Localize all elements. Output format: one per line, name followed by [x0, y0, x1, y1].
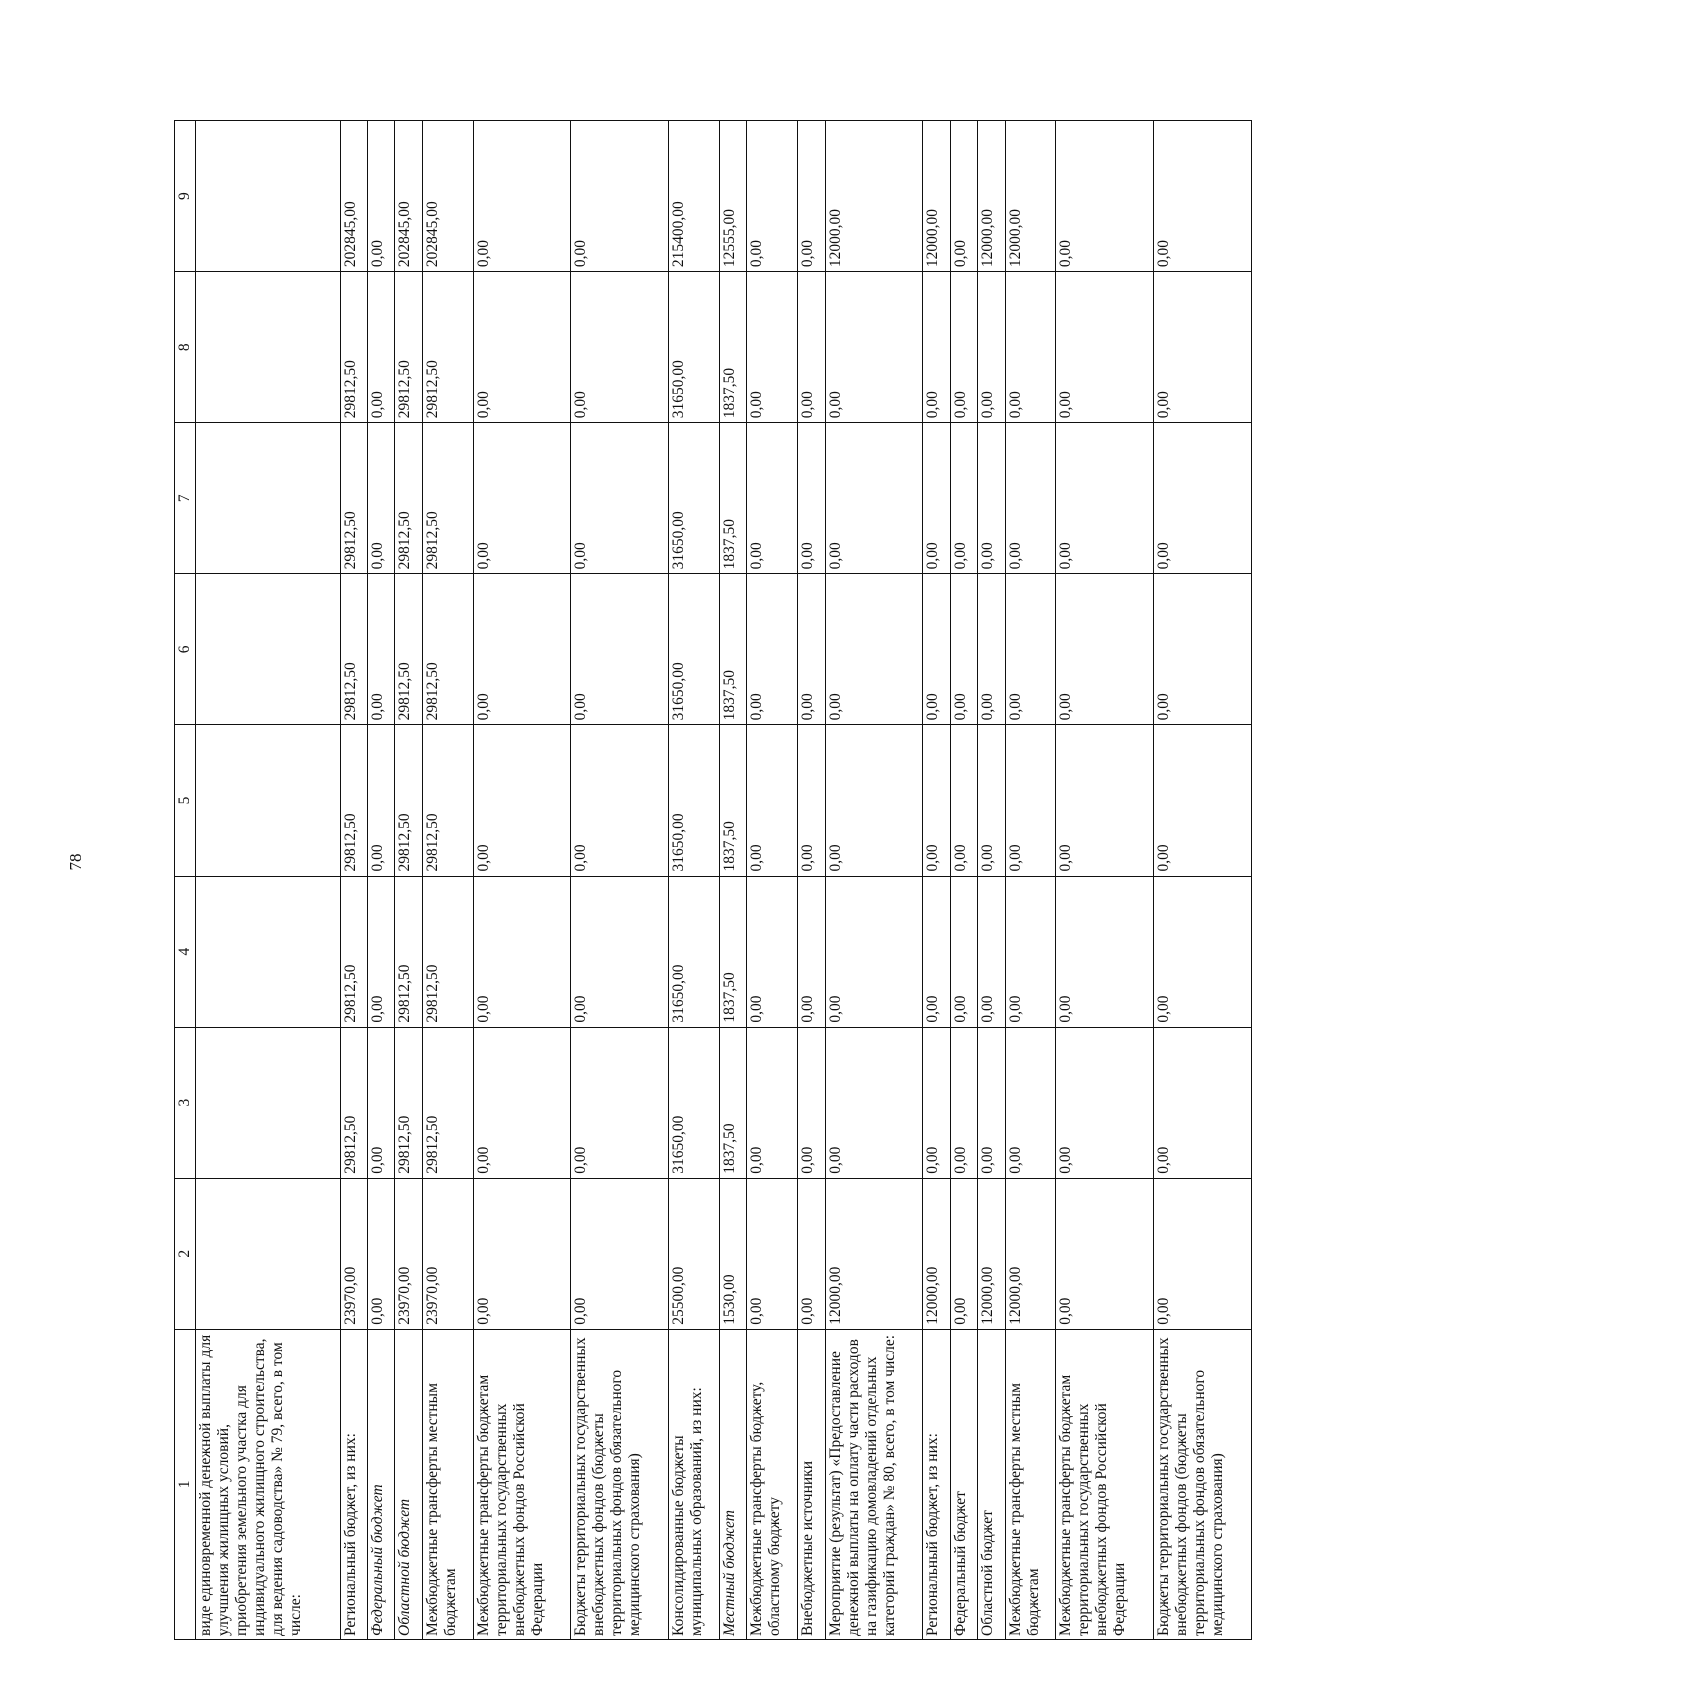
value-cell: 0,00 [747, 1027, 798, 1178]
value-cell: 0,00 [923, 725, 950, 876]
value-cell: 0,00 [950, 1027, 977, 1178]
value-cell: 0,00 [473, 725, 571, 876]
value-cell: 0,00 [1056, 1027, 1154, 1178]
value-cell: 29812,50 [340, 574, 367, 725]
column-header: 6 [175, 574, 196, 725]
value-cell: 31650,00 [669, 423, 720, 574]
value-cell: 23970,00 [395, 1178, 422, 1329]
value-cell: 29812,50 [395, 574, 422, 725]
table-row [196, 121, 341, 1640]
value-cell: 1837,50 [720, 725, 747, 876]
value-cell: 202845,00 [340, 121, 367, 272]
value-cell: 0,00 [1005, 876, 1056, 1027]
value-cell: 0,00 [798, 725, 825, 876]
value-cell: 0,00 [825, 423, 923, 574]
table-row [825, 121, 923, 1640]
value-cell: 29812,50 [422, 423, 473, 574]
value-cell: 0,00 [747, 272, 798, 423]
value-cell: 25500,00 [669, 1178, 720, 1329]
value-cell [196, 574, 341, 725]
budget-table-frame [174, 192, 1694, 1640]
page-number: 78 [66, 853, 85, 871]
value-cell: 23970,00 [340, 1178, 367, 1329]
value-cell: 31650,00 [669, 574, 720, 725]
value-cell: 1837,50 [720, 423, 747, 574]
value-cell: 0,00 [950, 1178, 977, 1329]
value-cell: 0,00 [747, 1178, 798, 1329]
value-cell: 12000,00 [825, 121, 923, 272]
row-label: Областной бюджет [395, 1329, 422, 1639]
value-cell: 0,00 [571, 574, 669, 725]
value-cell: 1837,50 [720, 1027, 747, 1178]
value-cell: 0,00 [950, 876, 977, 1027]
table-row [422, 121, 473, 1640]
table-row [747, 121, 798, 1640]
value-cell: 29812,50 [340, 272, 367, 423]
value-cell: 0,00 [978, 272, 1005, 423]
value-cell: 0,00 [368, 1027, 395, 1178]
value-cell: 29812,50 [395, 725, 422, 876]
value-cell [196, 272, 341, 423]
value-cell: 0,00 [978, 1027, 1005, 1178]
value-cell [196, 423, 341, 574]
value-cell: 29812,50 [422, 725, 473, 876]
value-cell: 0,00 [825, 272, 923, 423]
row-label: Федеральный бюджет [950, 1329, 977, 1639]
value-cell: 0,00 [1154, 1027, 1252, 1178]
value-cell: 0,00 [571, 1027, 669, 1178]
value-cell: 0,00 [798, 1178, 825, 1329]
value-cell: 29812,50 [422, 1027, 473, 1178]
value-cell: 0,00 [1056, 121, 1154, 272]
value-cell: 0,00 [798, 574, 825, 725]
row-label: Межбюджетные трансферты бюджетам территориальных государственных внебюджетных фондов Российской Федерации [473, 1329, 571, 1639]
value-cell: 29812,50 [422, 272, 473, 423]
row-label: Мероприятие (результат) «Предоставление денежной выплаты на оплату части расходов на газификацию домовладений отдельных категорий граждан» № 80, всего, в том числе: [825, 1329, 923, 1639]
value-cell: 0,00 [825, 1027, 923, 1178]
value-cell: 0,00 [571, 1178, 669, 1329]
value-cell: 0,00 [950, 423, 977, 574]
column-header: 1 [175, 1329, 196, 1639]
value-cell: 0,00 [923, 1027, 950, 1178]
value-cell: 0,00 [1154, 272, 1252, 423]
value-cell: 0,00 [798, 121, 825, 272]
value-cell: 0,00 [1154, 1178, 1252, 1329]
row-label: Внебюджетные источники [798, 1329, 825, 1639]
table-row [473, 121, 571, 1640]
value-cell [196, 121, 341, 272]
value-cell: 0,00 [1056, 423, 1154, 574]
value-cell: 29812,50 [340, 423, 367, 574]
value-cell: 23970,00 [422, 1178, 473, 1329]
value-cell: 0,00 [1154, 423, 1252, 574]
value-cell: 29812,50 [395, 423, 422, 574]
value-cell: 31650,00 [669, 725, 720, 876]
value-cell: 12000,00 [1005, 121, 1056, 272]
table-body [196, 121, 1252, 1640]
row-label: Межбюджетные трансферты бюджетам территориальных государственных внебюджетных фондов Российской Федерации [1056, 1329, 1154, 1639]
value-cell: 0,00 [923, 423, 950, 574]
value-cell: 0,00 [1005, 1027, 1056, 1178]
value-cell: 1837,50 [720, 876, 747, 1027]
row-label: Федеральный бюджет [368, 1329, 395, 1639]
value-cell: 29812,50 [340, 876, 367, 1027]
value-cell: 0,00 [825, 725, 923, 876]
row-label: Региональный бюджет, из них: [340, 1329, 367, 1639]
value-cell: 29812,50 [395, 272, 422, 423]
value-cell: 31650,00 [669, 1027, 720, 1178]
table-row [798, 121, 825, 1640]
value-cell: 0,00 [825, 574, 923, 725]
value-cell: 12555,00 [720, 121, 747, 272]
value-cell: 0,00 [571, 272, 669, 423]
value-cell: 0,00 [1005, 272, 1056, 423]
value-cell [196, 725, 341, 876]
value-cell: 0,00 [571, 423, 669, 574]
value-cell: 0,00 [1005, 423, 1056, 574]
value-cell: 0,00 [950, 121, 977, 272]
budget-table [174, 120, 1252, 1640]
value-cell: 0,00 [747, 574, 798, 725]
value-cell: 0,00 [978, 876, 1005, 1027]
value-cell: 0,00 [1154, 574, 1252, 725]
value-cell: 0,00 [1056, 272, 1154, 423]
column-header: 8 [175, 272, 196, 423]
column-header: 2 [175, 1178, 196, 1329]
value-cell: 29812,50 [395, 1027, 422, 1178]
value-cell: 0,00 [798, 1027, 825, 1178]
value-cell: 0,00 [473, 1178, 571, 1329]
row-label: Межбюджетные трансферты бюджету, областному бюджету [747, 1329, 798, 1639]
value-cell: 0,00 [923, 272, 950, 423]
row-label: Бюджеты территориальных государственных внебюджетных фондов (бюджеты территориальных фондов обязательного медицинского страхования) [1154, 1329, 1252, 1639]
value-cell: 0,00 [1056, 725, 1154, 876]
value-cell: 0,00 [1154, 876, 1252, 1027]
value-cell: 0,00 [473, 574, 571, 725]
value-cell: 0,00 [473, 423, 571, 574]
value-cell: 12000,00 [923, 1178, 950, 1329]
table-row [1005, 121, 1056, 1640]
value-cell: 0,00 [571, 121, 669, 272]
value-cell: 0,00 [1154, 725, 1252, 876]
value-cell: 0,00 [1154, 121, 1252, 272]
column-header: 3 [175, 1027, 196, 1178]
table-row [923, 121, 950, 1640]
value-cell: 0,00 [978, 725, 1005, 876]
table-row [720, 121, 747, 1640]
value-cell: 0,00 [747, 423, 798, 574]
value-cell: 29812,50 [422, 574, 473, 725]
value-cell: 29812,50 [340, 725, 367, 876]
table-row [340, 121, 367, 1640]
value-cell: 12000,00 [978, 1178, 1005, 1329]
column-header: 4 [175, 876, 196, 1027]
value-cell: 202845,00 [422, 121, 473, 272]
table-row [368, 121, 395, 1640]
row-label: Региональный бюджет, из них: [923, 1329, 950, 1639]
value-cell: 0,00 [950, 725, 977, 876]
value-cell: 0,00 [923, 574, 950, 725]
value-cell: 0,00 [473, 876, 571, 1027]
value-cell: 0,00 [368, 876, 395, 1027]
value-cell: 0,00 [798, 272, 825, 423]
value-cell: 0,00 [571, 725, 669, 876]
column-header: 7 [175, 423, 196, 574]
value-cell: 202845,00 [395, 121, 422, 272]
value-cell: 0,00 [368, 272, 395, 423]
value-cell: 0,00 [473, 272, 571, 423]
value-cell: 29812,50 [422, 876, 473, 1027]
value-cell [196, 1178, 341, 1329]
value-cell: 0,00 [747, 876, 798, 1027]
value-cell [196, 876, 341, 1027]
value-cell: 1837,50 [720, 272, 747, 423]
row-label: Местный бюджет [720, 1329, 747, 1639]
value-cell: 0,00 [1056, 876, 1154, 1027]
table-row [571, 121, 669, 1640]
value-cell: 0,00 [368, 574, 395, 725]
value-cell: 0,00 [1005, 725, 1056, 876]
value-cell: 0,00 [950, 574, 977, 725]
value-cell: 12000,00 [978, 121, 1005, 272]
table-row [950, 121, 977, 1640]
row-label: Областной бюджет [978, 1329, 1005, 1639]
row-label: Межбюджетные трансферты местным бюджетам [422, 1329, 473, 1639]
value-cell: 0,00 [950, 272, 977, 423]
table-header [175, 121, 196, 1640]
value-cell: 0,00 [368, 725, 395, 876]
row-label: Межбюджетные трансферты местным бюджетам [1005, 1329, 1056, 1639]
value-cell: 0,00 [1056, 574, 1154, 725]
value-cell: 0,00 [473, 1027, 571, 1178]
value-cell: 29812,50 [395, 876, 422, 1027]
value-cell: 1530,00 [720, 1178, 747, 1329]
value-cell: 0,00 [798, 423, 825, 574]
value-cell: 0,00 [368, 1178, 395, 1329]
value-cell: 0,00 [368, 423, 395, 574]
value-cell: 0,00 [747, 121, 798, 272]
value-cell [196, 1027, 341, 1178]
table-row [1154, 121, 1252, 1640]
value-cell: 31650,00 [669, 876, 720, 1027]
value-cell: 29812,50 [340, 1027, 367, 1178]
table-row [978, 121, 1005, 1640]
row-label: виде единовременной денежной выплаты для улучшения жилищных условий, приобретения земельного участка для индивидуального жилищного строительства, для ведения садоводства» № 79, всего, в том числе: [196, 1329, 341, 1639]
value-cell: 0,00 [473, 121, 571, 272]
value-cell: 0,00 [1005, 574, 1056, 725]
value-cell: 0,00 [825, 876, 923, 1027]
value-cell: 0,00 [798, 876, 825, 1027]
value-cell: 0,00 [368, 121, 395, 272]
row-label: Консолидированные бюджеты муниципальных образований, из них: [669, 1329, 720, 1639]
column-header: 9 [175, 121, 196, 272]
value-cell: 31650,00 [669, 272, 720, 423]
value-cell: 215400,00 [669, 121, 720, 272]
value-cell: 0,00 [923, 876, 950, 1027]
value-cell: 0,00 [571, 876, 669, 1027]
value-cell: 0,00 [978, 574, 1005, 725]
value-cell: 12000,00 [825, 1178, 923, 1329]
column-header: 5 [175, 725, 196, 876]
value-cell: 12000,00 [923, 121, 950, 272]
value-cell: 1837,50 [720, 574, 747, 725]
header-row [175, 121, 196, 1640]
row-label: Бюджеты территориальных государственных внебюджетных фондов (бюджеты территориальных фондов обязательного медицинского страхования) [571, 1329, 669, 1639]
value-cell: 12000,00 [1005, 1178, 1056, 1329]
value-cell: 0,00 [747, 725, 798, 876]
table-row [669, 121, 720, 1640]
value-cell: 0,00 [978, 423, 1005, 574]
table-row [395, 121, 422, 1640]
value-cell: 0,00 [1056, 1178, 1154, 1329]
table-row [1056, 121, 1154, 1640]
